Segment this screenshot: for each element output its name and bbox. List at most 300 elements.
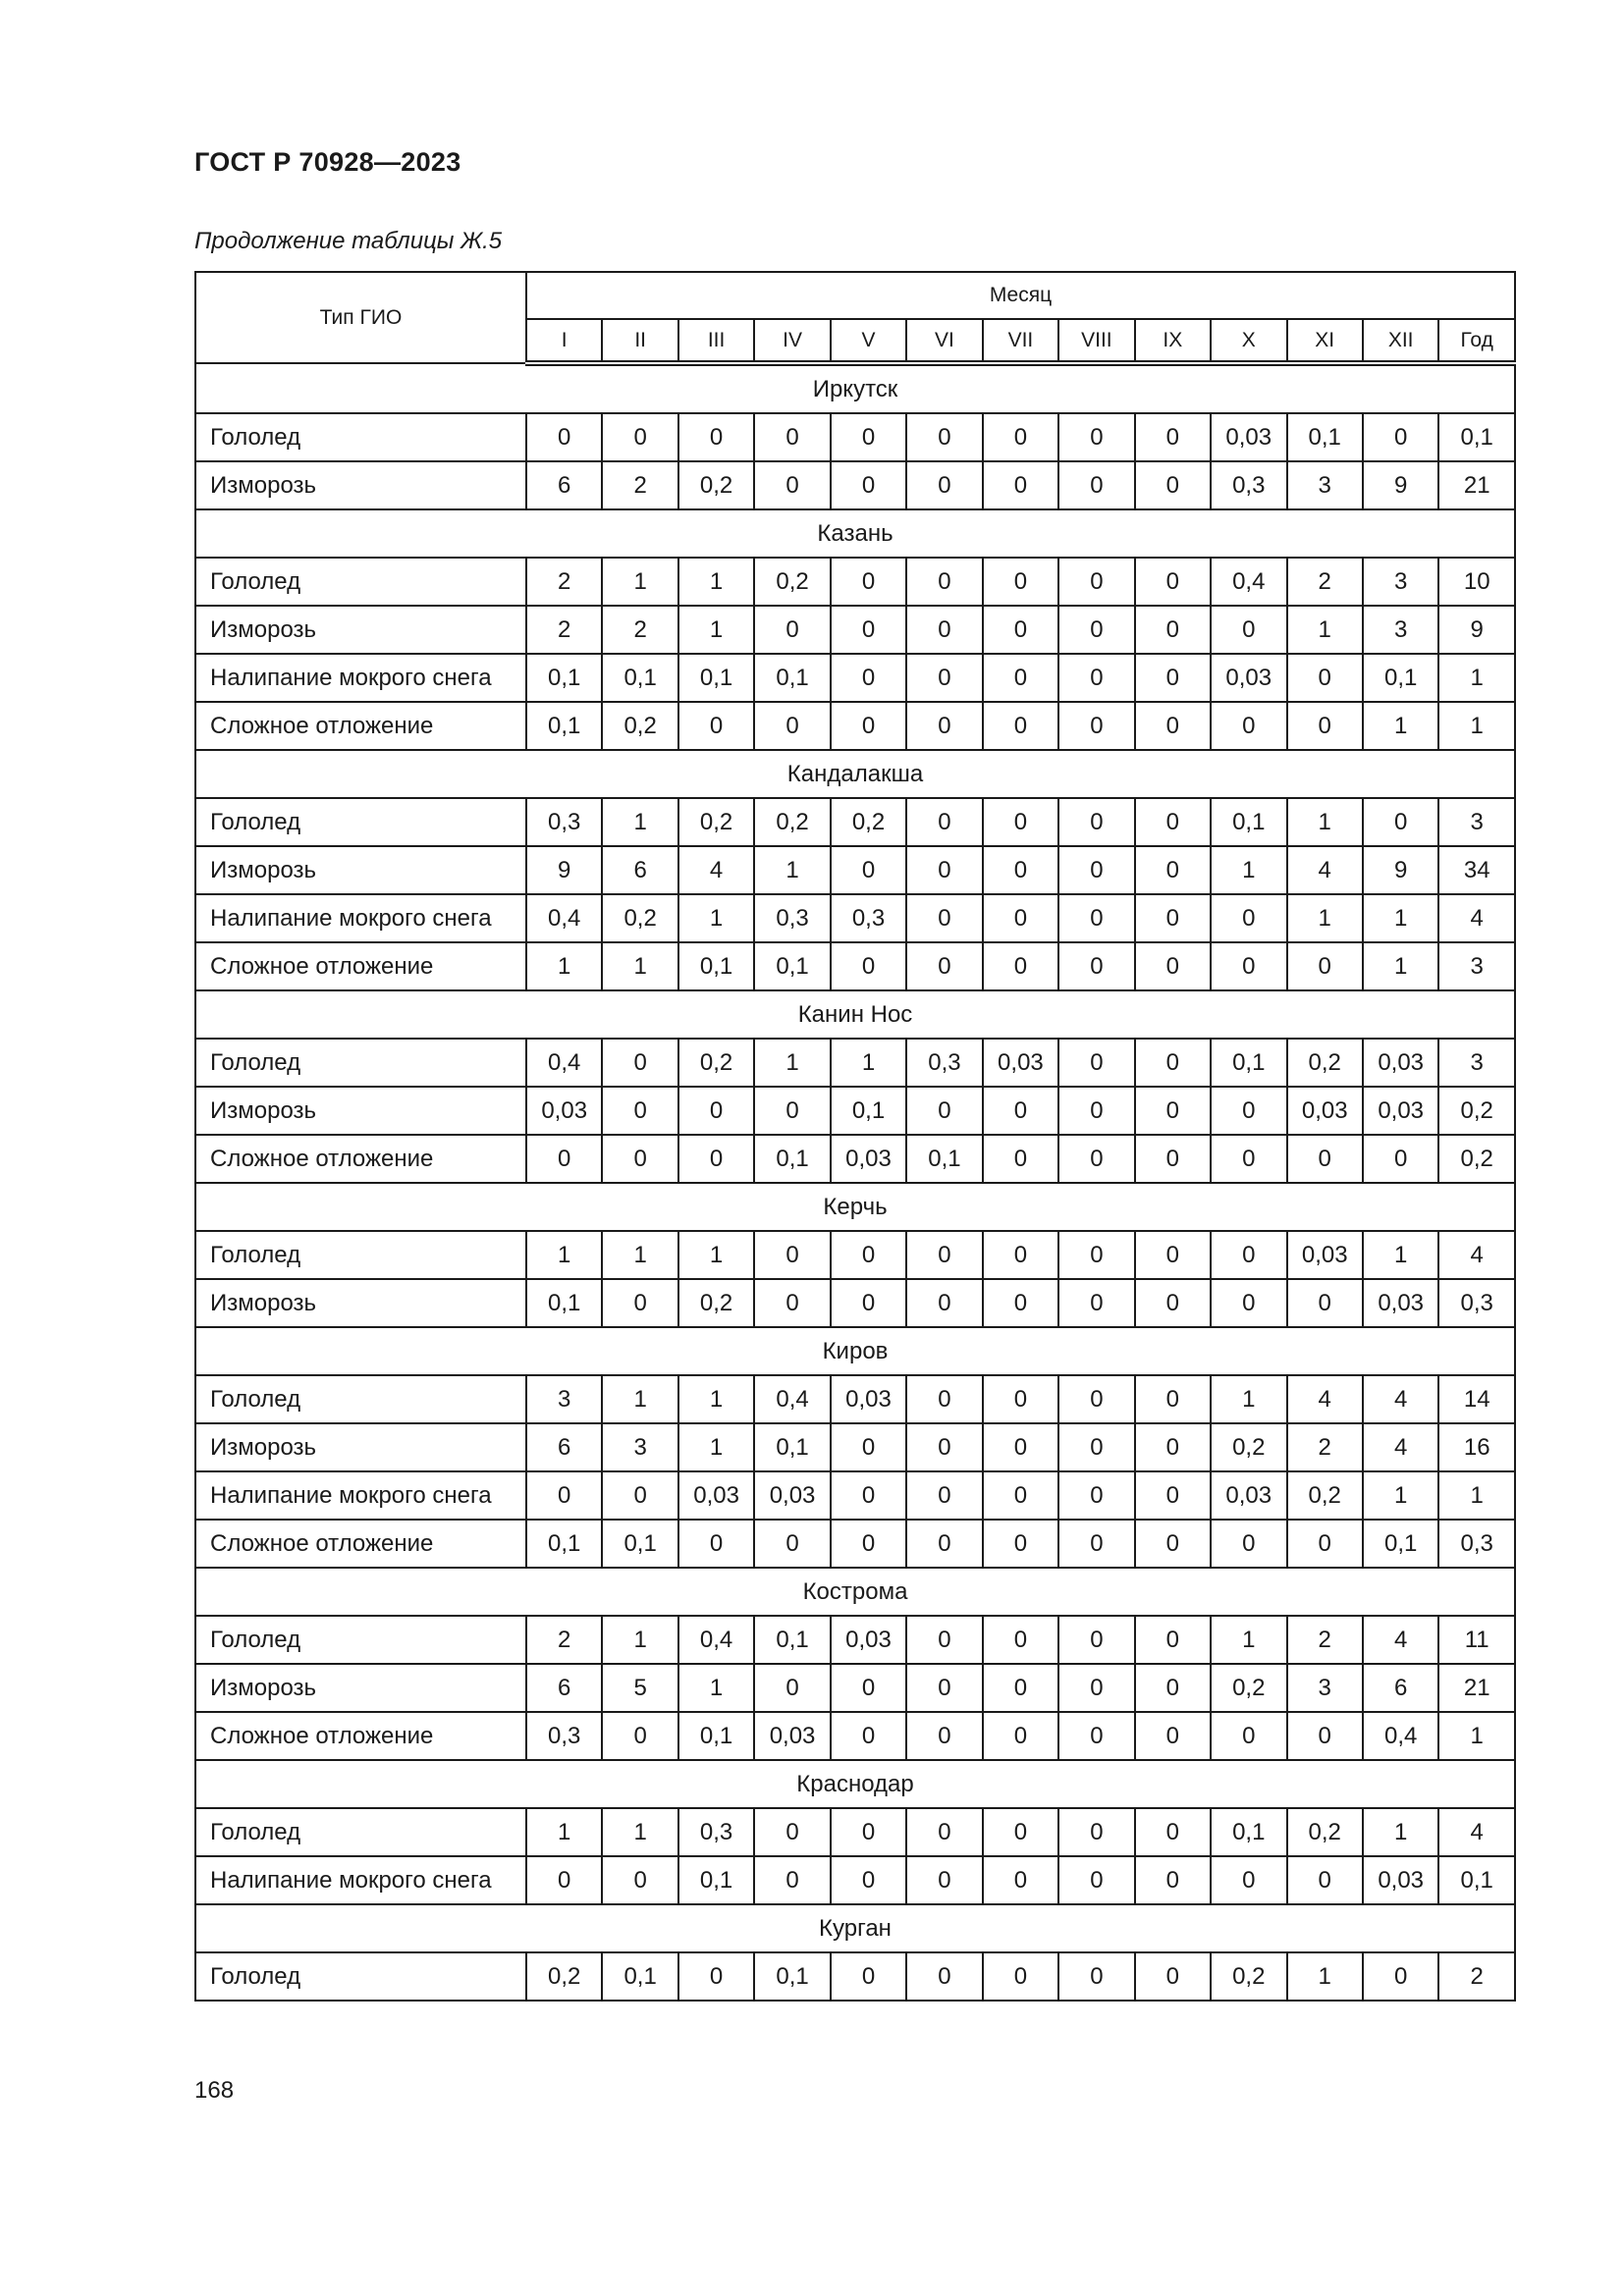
value-cell: 1 <box>1211 1616 1286 1664</box>
value-cell: 0,3 <box>1211 461 1286 509</box>
month-header-cell: II <box>602 319 677 363</box>
value-cell: 0,1 <box>754 1616 830 1664</box>
value-cell: 0 <box>1287 654 1363 702</box>
value-cell: 0,2 <box>1287 1039 1363 1087</box>
value-cell: 0 <box>983 413 1058 461</box>
value-cell: 0 <box>602 413 677 461</box>
month-header-cell: XI <box>1287 319 1363 363</box>
page-number: 168 <box>194 2077 235 2104</box>
value-cell: 21 <box>1438 1664 1515 1712</box>
value-cell: 1 <box>1438 702 1515 750</box>
value-cell: 0 <box>754 1087 830 1135</box>
value-cell: 0 <box>1058 1520 1134 1568</box>
value-cell: 0,3 <box>526 1712 602 1760</box>
document-code: ГОСТ Р 70928—2023 <box>194 147 461 177</box>
value-cell: 0 <box>906 1664 982 1712</box>
value-cell: 0,2 <box>678 798 754 846</box>
value-cell: 1 <box>602 1231 677 1279</box>
table-row <box>195 702 1515 750</box>
value-cell: 0 <box>1058 1087 1134 1135</box>
value-cell: 0 <box>1058 846 1134 894</box>
value-cell: 0,1 <box>831 1087 906 1135</box>
value-cell: 0 <box>1135 1135 1211 1183</box>
value-cell: 0 <box>678 1135 754 1183</box>
value-cell: 0,03 <box>526 1087 602 1135</box>
value-cell: 0 <box>983 702 1058 750</box>
value-cell: 0 <box>831 1279 906 1327</box>
value-cell: 0 <box>1287 1279 1363 1327</box>
value-cell: 0 <box>1135 1712 1211 1760</box>
value-cell: 0,3 <box>678 1808 754 1856</box>
value-cell: 1 <box>602 558 677 606</box>
gio-type-cell: Гололед <box>195 1375 526 1423</box>
city-name: Иркутск <box>195 363 1515 413</box>
value-cell: 0 <box>1058 558 1134 606</box>
value-cell: 0 <box>906 1952 982 2001</box>
value-cell: 0 <box>754 1279 830 1327</box>
city-group-row <box>195 1760 1515 1808</box>
value-cell: 1 <box>602 942 677 990</box>
value-cell: 0 <box>1058 1423 1134 1471</box>
table-row <box>195 846 1515 894</box>
value-cell: 0 <box>1058 942 1134 990</box>
value-cell: 0 <box>1135 1520 1211 1568</box>
value-cell: 0 <box>1135 942 1211 990</box>
gio-type-cell: Изморозь <box>195 1279 526 1327</box>
value-cell: 0,2 <box>1287 1471 1363 1520</box>
value-cell: 0 <box>1211 1279 1286 1327</box>
month-header: Месяц <box>526 272 1515 319</box>
table-row <box>195 798 1515 846</box>
value-cell: 0,3 <box>1438 1279 1515 1327</box>
value-cell: 0 <box>1135 558 1211 606</box>
value-cell: 2 <box>1287 558 1363 606</box>
table-row <box>195 461 1515 509</box>
value-cell: 6 <box>1363 1664 1438 1712</box>
value-cell: 0 <box>1135 1087 1211 1135</box>
value-cell: 0 <box>983 798 1058 846</box>
value-cell: 0,3 <box>526 798 602 846</box>
value-cell: 1 <box>526 1808 602 1856</box>
value-cell: 3 <box>1363 558 1438 606</box>
table-row <box>195 1808 1515 1856</box>
value-cell: 0,1 <box>526 702 602 750</box>
value-cell: 0,03 <box>1287 1231 1363 1279</box>
city-name: Кандалакша <box>195 750 1515 798</box>
value-cell: 1 <box>678 1664 754 1712</box>
gio-type-cell: Гололед <box>195 1952 526 2001</box>
value-cell: 1 <box>526 1231 602 1279</box>
value-cell: 1 <box>1363 894 1438 942</box>
value-cell: 0 <box>1363 1135 1438 1183</box>
table-row <box>195 558 1515 606</box>
month-header-cell: VIII <box>1058 319 1134 363</box>
value-cell: 0,03 <box>1363 1856 1438 1904</box>
value-cell: 0 <box>906 894 982 942</box>
value-cell: 0 <box>1058 606 1134 654</box>
city-group-row <box>195 1568 1515 1616</box>
value-cell: 1 <box>1363 1231 1438 1279</box>
value-cell: 0 <box>1287 942 1363 990</box>
value-cell: 0 <box>983 1520 1058 1568</box>
city-group-row <box>195 990 1515 1039</box>
gio-type-cell: Изморозь <box>195 606 526 654</box>
value-cell: 0 <box>754 1856 830 1904</box>
city-group-row <box>195 509 1515 558</box>
value-cell: 0 <box>1058 1616 1134 1664</box>
value-cell: 0,4 <box>526 894 602 942</box>
value-cell: 0 <box>1287 1520 1363 1568</box>
value-cell: 0 <box>831 413 906 461</box>
value-cell: 0,2 <box>1211 1423 1286 1471</box>
value-cell: 0,03 <box>754 1471 830 1520</box>
value-cell: 6 <box>602 846 677 894</box>
month-header-cell: I <box>526 319 602 363</box>
value-cell: 0 <box>983 1279 1058 1327</box>
value-cell: 34 <box>1438 846 1515 894</box>
gio-type-cell: Гололед <box>195 1039 526 1087</box>
value-cell: 0 <box>983 1423 1058 1471</box>
value-cell: 1 <box>678 1375 754 1423</box>
value-cell: 4 <box>1438 1231 1515 1279</box>
value-cell: 0 <box>602 1087 677 1135</box>
value-cell: 0 <box>906 702 982 750</box>
value-cell: 0 <box>678 1520 754 1568</box>
value-cell: 0,4 <box>754 1375 830 1423</box>
value-cell: 0 <box>831 1952 906 2001</box>
value-cell: 0,2 <box>678 461 754 509</box>
value-cell: 0 <box>983 654 1058 702</box>
value-cell: 1 <box>1363 1808 1438 1856</box>
value-cell: 0 <box>1211 1712 1286 1760</box>
month-header-cell: X <box>1211 319 1286 363</box>
value-cell: 1 <box>526 942 602 990</box>
month-header-cell: VI <box>906 319 982 363</box>
value-cell: 14 <box>1438 1375 1515 1423</box>
value-cell: 0 <box>1058 1952 1134 2001</box>
table-row <box>195 654 1515 702</box>
value-cell: 0 <box>906 1520 982 1568</box>
value-cell: 0 <box>983 461 1058 509</box>
value-cell: 0,03 <box>754 1712 830 1760</box>
value-cell: 0,1 <box>678 1856 754 1904</box>
value-cell: 11 <box>1438 1616 1515 1664</box>
gio-type-cell: Гололед <box>195 1231 526 1279</box>
month-header-cell: Год <box>1438 319 1515 363</box>
value-cell: 0 <box>831 1712 906 1760</box>
value-cell: 0 <box>831 1423 906 1471</box>
value-cell: 0,1 <box>1211 798 1286 846</box>
table-row <box>195 606 1515 654</box>
value-cell: 0 <box>754 1664 830 1712</box>
value-cell: 1 <box>678 558 754 606</box>
value-cell: 0 <box>906 558 982 606</box>
value-cell: 0 <box>831 1808 906 1856</box>
value-cell: 1 <box>1363 702 1438 750</box>
value-cell: 0 <box>1135 1039 1211 1087</box>
value-cell: 0 <box>602 1712 677 1760</box>
gio-type-cell: Сложное отложение <box>195 942 526 990</box>
value-cell: 0 <box>1287 1135 1363 1183</box>
table-row <box>195 1856 1515 1904</box>
value-cell: 0,1 <box>678 942 754 990</box>
value-cell: 0 <box>906 461 982 509</box>
value-cell: 0 <box>831 1520 906 1568</box>
value-cell: 0,2 <box>678 1279 754 1327</box>
value-cell: 1 <box>1211 846 1286 894</box>
value-cell: 3 <box>526 1375 602 1423</box>
value-cell: 0,1 <box>1438 1856 1515 1904</box>
value-cell: 0 <box>906 1808 982 1856</box>
value-cell: 1 <box>602 1616 677 1664</box>
value-cell: 0 <box>678 1952 754 2001</box>
value-cell: 0,3 <box>754 894 830 942</box>
value-cell: 0,03 <box>983 1039 1058 1087</box>
value-cell: 0 <box>1135 1231 1211 1279</box>
value-cell: 0 <box>983 1616 1058 1664</box>
table-row <box>195 1712 1515 1760</box>
gio-type-cell: Гололед <box>195 558 526 606</box>
value-cell: 0,3 <box>831 894 906 942</box>
value-cell: 3 <box>1438 1039 1515 1087</box>
value-cell: 0 <box>1135 1856 1211 1904</box>
value-cell: 0 <box>1135 1664 1211 1712</box>
value-cell: 0,1 <box>526 654 602 702</box>
value-cell: 1 <box>602 1375 677 1423</box>
value-cell: 3 <box>1363 606 1438 654</box>
value-cell: 0 <box>1058 1856 1134 1904</box>
city-group-row <box>195 1904 1515 1952</box>
value-cell: 0 <box>906 1423 982 1471</box>
value-cell: 0 <box>831 846 906 894</box>
table-row <box>195 413 1515 461</box>
value-cell: 0,2 <box>602 894 677 942</box>
value-cell: 4 <box>1287 846 1363 894</box>
value-cell: 0 <box>983 1856 1058 1904</box>
value-cell: 0,2 <box>602 702 677 750</box>
value-cell: 0 <box>1287 1712 1363 1760</box>
header-row <box>195 272 1515 319</box>
value-cell: 1 <box>602 798 677 846</box>
value-cell: 0 <box>1058 1712 1134 1760</box>
gio-type-cell: Изморозь <box>195 1423 526 1471</box>
value-cell: 0,1 <box>602 1952 677 2001</box>
value-cell: 2 <box>526 558 602 606</box>
value-cell: 0 <box>983 1664 1058 1712</box>
value-cell: 0 <box>1058 702 1134 750</box>
value-cell: 0 <box>1058 798 1134 846</box>
table-caption: Продолжение таблицы Ж.5 <box>194 228 503 254</box>
value-cell: 0,1 <box>1211 1039 1286 1087</box>
gio-type-cell: Изморозь <box>195 846 526 894</box>
value-cell: 0,3 <box>1438 1520 1515 1568</box>
value-cell: 21 <box>1438 461 1515 509</box>
value-cell: 0,03 <box>831 1375 906 1423</box>
value-cell: 0,4 <box>526 1039 602 1087</box>
value-cell: 4 <box>1287 1375 1363 1423</box>
value-cell: 0 <box>983 606 1058 654</box>
value-cell: 0 <box>831 461 906 509</box>
value-cell: 0 <box>1211 894 1286 942</box>
table-row <box>195 1520 1515 1568</box>
table-row <box>195 1423 1515 1471</box>
value-cell: 0 <box>754 1808 830 1856</box>
value-cell: 0 <box>754 1520 830 1568</box>
value-cell: 0 <box>1058 1375 1134 1423</box>
value-cell: 0,1 <box>1211 1808 1286 1856</box>
value-cell: 0 <box>983 1471 1058 1520</box>
gio-type-cell: Изморозь <box>195 1087 526 1135</box>
value-cell: 0 <box>602 1135 677 1183</box>
value-cell: 0,2 <box>678 1039 754 1087</box>
value-cell: 0 <box>983 894 1058 942</box>
table-row <box>195 894 1515 942</box>
month-header-cell: IX <box>1135 319 1211 363</box>
value-cell: 0 <box>831 942 906 990</box>
value-cell: 0,1 <box>1438 413 1515 461</box>
value-cell: 9 <box>1363 846 1438 894</box>
value-cell: 0,2 <box>1438 1087 1515 1135</box>
value-cell: 0 <box>1135 1279 1211 1327</box>
value-cell: 0 <box>1058 894 1134 942</box>
value-cell: 3 <box>1287 461 1363 509</box>
value-cell: 0,03 <box>1363 1279 1438 1327</box>
table-row <box>195 1952 1515 2001</box>
city-group-row <box>195 363 1515 413</box>
value-cell: 0 <box>754 1231 830 1279</box>
value-cell: 6 <box>526 1664 602 1712</box>
value-cell: 0,2 <box>754 798 830 846</box>
value-cell: 0,03 <box>1363 1087 1438 1135</box>
gio-type-cell: Изморозь <box>195 1664 526 1712</box>
value-cell: 0 <box>1135 1471 1211 1520</box>
value-cell: 0 <box>1363 1952 1438 2001</box>
value-cell: 2 <box>1287 1423 1363 1471</box>
value-cell: 1 <box>831 1039 906 1087</box>
value-cell: 0,2 <box>1211 1952 1286 2001</box>
value-cell: 1 <box>1287 1952 1363 2001</box>
value-cell: 0 <box>983 1087 1058 1135</box>
value-cell: 9 <box>1438 606 1515 654</box>
value-cell: 0 <box>831 654 906 702</box>
value-cell: 0,03 <box>1211 654 1286 702</box>
value-cell: 0 <box>754 702 830 750</box>
value-cell: 0,3 <box>906 1039 982 1087</box>
value-cell: 0 <box>1058 1135 1134 1183</box>
value-cell: 0 <box>1058 1471 1134 1520</box>
value-cell: 1 <box>1363 942 1438 990</box>
value-cell: 6 <box>526 1423 602 1471</box>
city-name: Киров <box>195 1327 1515 1375</box>
gio-type-cell: Налипание мокрого снега <box>195 654 526 702</box>
value-cell: 0 <box>1135 894 1211 942</box>
value-cell: 9 <box>526 846 602 894</box>
value-cell: 0 <box>983 1231 1058 1279</box>
value-cell: 0,03 <box>1363 1039 1438 1087</box>
value-cell: 0 <box>906 606 982 654</box>
value-cell: 0 <box>754 606 830 654</box>
value-cell: 0 <box>754 413 830 461</box>
gio-type-cell: Налипание мокрого снега <box>195 1856 526 1904</box>
value-cell: 0 <box>678 1087 754 1135</box>
value-cell: 0,1 <box>754 942 830 990</box>
value-cell: 1 <box>1438 1471 1515 1520</box>
value-cell: 0 <box>1363 798 1438 846</box>
gio-type-cell: Гололед <box>195 798 526 846</box>
value-cell: 1 <box>754 1039 830 1087</box>
table-row <box>195 1231 1515 1279</box>
value-cell: 0 <box>1287 1856 1363 1904</box>
value-cell: 0,2 <box>1287 1808 1363 1856</box>
value-cell: 0,2 <box>1211 1664 1286 1712</box>
month-header-cell: III <box>678 319 754 363</box>
value-cell: 3 <box>1438 942 1515 990</box>
value-cell: 0 <box>1135 798 1211 846</box>
value-cell: 0 <box>1135 1616 1211 1664</box>
value-cell: 1 <box>1287 798 1363 846</box>
gio-type-cell: Сложное отложение <box>195 1135 526 1183</box>
value-cell: 1 <box>1211 1375 1286 1423</box>
value-cell: 4 <box>1363 1375 1438 1423</box>
value-cell: 0 <box>1135 1952 1211 2001</box>
value-cell: 0,1 <box>754 1135 830 1183</box>
city-name: Канин Нос <box>195 990 1515 1039</box>
value-cell: 0 <box>602 1471 677 1520</box>
value-cell: 2 <box>602 461 677 509</box>
value-cell: 5 <box>602 1664 677 1712</box>
data-table <box>194 271 1516 2002</box>
table-row <box>195 1087 1515 1135</box>
value-cell: 0 <box>983 1808 1058 1856</box>
value-cell: 0 <box>1135 1423 1211 1471</box>
value-cell: 0 <box>602 1279 677 1327</box>
value-cell: 0 <box>831 1471 906 1520</box>
city-name: Курган <box>195 1904 1515 1952</box>
value-cell: 0 <box>1135 461 1211 509</box>
gio-type-cell: Сложное отложение <box>195 1712 526 1760</box>
value-cell: 0 <box>831 558 906 606</box>
value-cell: 0 <box>1211 1087 1286 1135</box>
value-cell: 0 <box>526 1471 602 1520</box>
gio-type-cell: Налипание мокрого снега <box>195 1471 526 1520</box>
value-cell: 0,1 <box>602 1520 677 1568</box>
value-cell: 16 <box>1438 1423 1515 1471</box>
value-cell: 0 <box>678 413 754 461</box>
month-header-cell: VII <box>983 319 1058 363</box>
value-cell: 0 <box>1211 942 1286 990</box>
value-cell: 0,03 <box>1211 413 1286 461</box>
city-group-row <box>195 750 1515 798</box>
value-cell: 0 <box>1135 413 1211 461</box>
value-cell: 9 <box>1363 461 1438 509</box>
value-cell: 0 <box>1058 1039 1134 1087</box>
value-cell: 0 <box>983 1135 1058 1183</box>
value-cell: 2 <box>526 606 602 654</box>
value-cell: 3 <box>1287 1664 1363 1712</box>
value-cell: 0 <box>1211 1520 1286 1568</box>
value-cell: 0,4 <box>1211 558 1286 606</box>
value-cell: 0,1 <box>1363 1520 1438 1568</box>
gio-type-cell: Налипание мокрого снега <box>195 894 526 942</box>
value-cell: 1 <box>1363 1471 1438 1520</box>
value-cell: 1 <box>678 1423 754 1471</box>
value-cell: 0 <box>678 702 754 750</box>
value-cell: 0 <box>1135 1808 1211 1856</box>
value-cell: 2 <box>1287 1616 1363 1664</box>
city-name: Казань <box>195 509 1515 558</box>
value-cell: 0 <box>1211 1135 1286 1183</box>
value-cell: 0 <box>1135 846 1211 894</box>
